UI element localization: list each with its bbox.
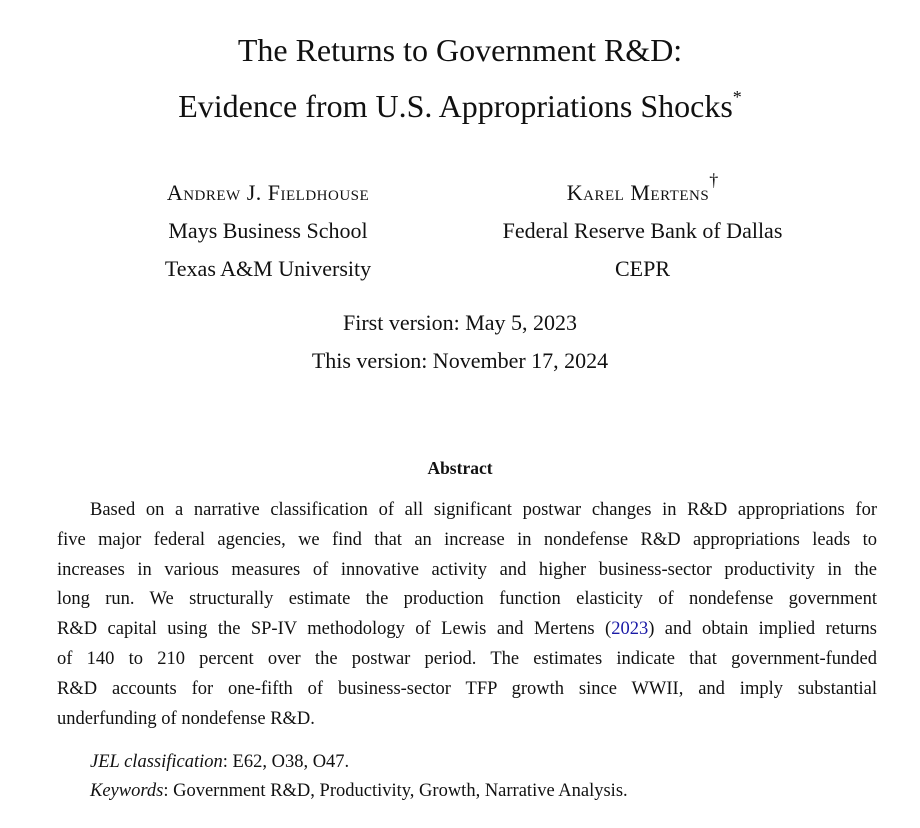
abstract-body [57, 496, 877, 734]
abstract-line-text: ) and obtain implied returns [648, 619, 877, 640]
jel-value: : E62, O38, O47. [222, 752, 350, 772]
author-block-1 [118, 174, 418, 288]
jel-classification [90, 748, 349, 777]
author-name: Karel Mertens [566, 180, 710, 205]
title-text: Evidence from U.S. Appropriations Shocks [178, 88, 733, 124]
abstract-line-text: R&D capital using the SP-IV methodology of Lewis and Mertens ( [57, 619, 612, 640]
title-line-2 [0, 86, 920, 126]
keywords-label: Keywords [90, 781, 164, 801]
abstract-line: underfunding of nondefense R&D. [57, 708, 315, 729]
title-line-1: The Returns to Government R&D: [237, 32, 683, 68]
abstract-line [57, 615, 877, 645]
abstract-line: increases in various measures of innovative activity and higher business-sector productivity in the [57, 559, 877, 580]
author-affiliation: CEPR [614, 256, 671, 281]
author-name-row [470, 170, 815, 212]
current-version-date: This version: November 17, 2024 [311, 348, 609, 373]
first-version-date: First version: May 5, 2023 [342, 310, 578, 335]
author-name: Andrew J. Fieldhouse [166, 180, 370, 205]
author-affiliation: Federal Reserve Bank of Dallas [502, 218, 783, 243]
author-affiliation: Texas A&M University [164, 256, 372, 281]
keywords-value: : Government R&D, Productivity, Growth, Narrative Analysis. [163, 781, 628, 801]
abstract-heading: Abstract [427, 458, 493, 478]
citation-link[interactable]: 2023 [611, 619, 649, 640]
abstract-line: Based on a narrative classification of all significant postwar changes in R&D appropriations for [90, 500, 877, 520]
author-block-2 [470, 170, 815, 288]
jel-label: JEL classification [90, 752, 223, 772]
abstract-line: long run. We structurally estimate the production function elasticity of nondefense government [57, 589, 877, 610]
abstract-line: R&D accounts for one-fifth of business-sector TFP growth since WWII, and imply substantial [57, 678, 877, 699]
author-affiliation: Mays Business School [168, 218, 368, 243]
abstract-line: of 140 to 210 percent over the postwar period. The estimates indicate that government-funded [57, 648, 877, 669]
abstract-line: five major federal agencies, we find that an increase in nondefense R&D appropriations leads to [57, 529, 877, 550]
title-footnote-marker: * [732, 87, 742, 107]
author-footnote-marker: † [709, 170, 719, 190]
keywords [90, 777, 628, 806]
